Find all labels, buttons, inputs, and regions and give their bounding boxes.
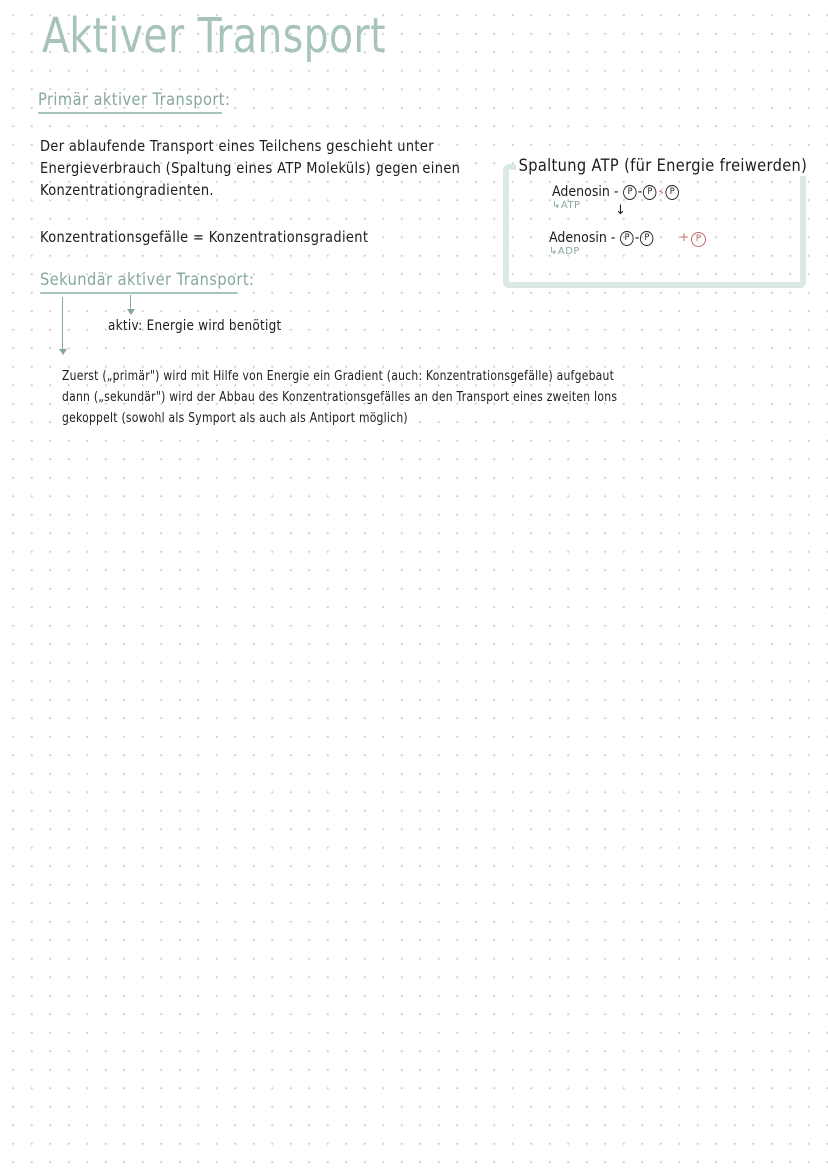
phosphate-icon: P [623, 185, 637, 200]
page-title: Aktiver Transport [42, 8, 386, 64]
bond-dash: - [634, 230, 640, 246]
plus-sign: + [679, 230, 690, 244]
secondary-arrow-icon [59, 349, 67, 355]
atp-sublabel: ↳ATP [552, 200, 581, 211]
secondary-arrow-line [62, 297, 63, 349]
adp-sublabel: ↳ADP [549, 246, 580, 257]
concentration-equation: Konzentrationsgefälle = Konzentrationsgradient [40, 228, 369, 246]
primary-heading: Primär aktiver Transport: [38, 90, 231, 110]
phosphate-icon: P [665, 185, 679, 200]
phosphate-icon: P [691, 232, 706, 247]
atp-info-box [503, 164, 806, 288]
bond-dash: - [637, 184, 643, 200]
secondary-heading: Sekundär aktiver Transport: [40, 270, 255, 290]
down-arrow-icon: ↓ [615, 203, 626, 218]
lightning-icon: ⚡ [657, 186, 665, 199]
phosphate-icon: P [643, 185, 657, 200]
primary-paragraph-line-2: Energieverbrauch (Spaltung eines ATP Moleküls) gegen einen [40, 159, 461, 177]
primary-heading-underline [38, 112, 222, 114]
secondary-heading-underline [40, 292, 238, 294]
secondary-paragraph-line-3: gekoppelt (sowohl als Symport als auch als Antiport möglich) [62, 411, 408, 426]
released-phosphate [690, 229, 707, 248]
adp-row [549, 230, 655, 246]
adp-row-label: Adenosin - [549, 230, 616, 246]
primary-paragraph-line-1: Der ablaufende Transport eines Teilchens geschieht unter [40, 137, 434, 155]
phosphate-icon: P [640, 231, 654, 246]
atp-box-title: Spaltung ATP (für Energie freiwerden) [516, 156, 810, 176]
primary-paragraph-line-3: Konzentrationgradienten. [40, 181, 214, 199]
atp-row-label: Adenosin - [552, 184, 619, 200]
atp-row [552, 184, 680, 200]
note-arrow-icon [127, 309, 135, 315]
secondary-paragraph-line-2: dann („sekundär") wird der Abbau des Konzentrationsgefälles an den Transport eines zweiten Ions [62, 390, 618, 405]
phosphate-icon: P [620, 231, 634, 246]
energy-note: aktiv: Energie wird benötigt [108, 318, 282, 334]
secondary-paragraph-line-1: Zuerst („primär") wird mit Hilfe von Energie ein Gradient (auch: Konzentrationsgefälle) aufgebaut [62, 369, 615, 384]
